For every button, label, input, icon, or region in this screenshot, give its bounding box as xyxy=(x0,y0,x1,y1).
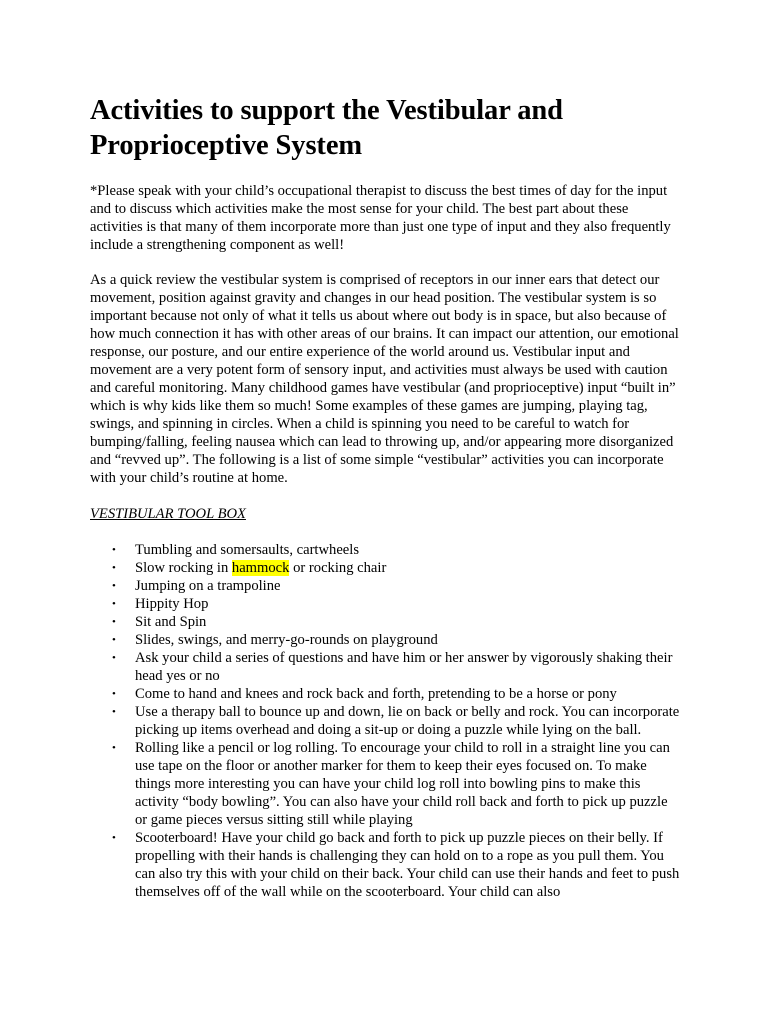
list-item-text: Come to hand and knees and rock back and forth, pretending to be a horse or pony xyxy=(135,686,617,702)
bullet-icon: • xyxy=(112,544,116,556)
document-page xyxy=(90,93,680,901)
review-paragraph: As a quick review the vestibular system is comprised of receptors in our inner ears that detect our movement, position against gravity and changes in our head position. The vestibular system is so important because not only of what it tells us about where out body is in space, but also because of how much connection it has with other areas of our brains. It can impact our attention, our emotional response, our posture, and our entire experience of the world around us. Vestibular input and movement are a very potent form of sensory input, and activities must always be used with caution and careful monitoring. Many childhood games have vestibular (and proprioceptive) input “built in” which is why kids like them so much! Some examples of these games are jumping, playing tag, swings, and spinning in circles. When a child is spinning you need to be careful to watch for bumping/falling, feeling nausea which can lead to throwing up, and/or appearing more disorganized and “revved up”. The following is a list of some simple “vestibular” activities you can incorporate with your child’s routine at home. xyxy=(90,272,679,486)
list-item xyxy=(90,595,680,613)
list-item xyxy=(90,613,680,631)
list-item xyxy=(90,631,680,649)
bullet-icon: • xyxy=(112,742,116,754)
list-item-text: Scooterboard! Have your child go back and forth to pick up puzzle pieces on their belly. If propelling with their hands is challenging they can hold on to a rope as you pull them. You can also try this with your child on their back. Your child can use their hands and feet to push themselves off of the wall while on the scooterboard. Your child can also xyxy=(135,830,680,900)
bullet-icon: • xyxy=(112,580,116,592)
activity-list xyxy=(90,541,680,901)
list-item xyxy=(90,649,680,685)
intro-paragraph: *Please speak with your child’s occupational therapist to discuss the best times of day for the input and to discuss which activities make the most sense for your child. The best part about these activities is that many of them incorporate more than just one type of input and they also frequently include a strengthening component as well! xyxy=(90,183,671,253)
list-item xyxy=(90,577,680,595)
bullet-icon: • xyxy=(112,706,116,718)
list-item-text-after: or rocking chair xyxy=(289,560,387,576)
list-item-text: Rolling like a pencil or log rolling. To encourage your child to roll in a straight line you can use tape on the floor or another marker for them to keep their eyes focused on. To make things more interesting you can have your child log roll into bowling pins to make this activity “body bowling”. You can also have your child roll back and forth to pick up puzzle or game pieces versus sitting still while playing xyxy=(135,740,670,828)
list-item-text: Jumping on a trampoline xyxy=(135,578,281,594)
bullet-icon: • xyxy=(112,688,116,700)
bullet-icon: • xyxy=(112,616,116,628)
document-title: Activities to support the Vestibular and Proprioceptive System xyxy=(90,95,563,161)
bullet-icon: • xyxy=(112,832,116,844)
highlighted-word: hammock xyxy=(231,560,290,576)
list-item xyxy=(90,685,680,703)
list-item xyxy=(90,559,680,577)
list-item xyxy=(90,829,680,901)
bullet-icon: • xyxy=(112,634,116,646)
bullet-icon: • xyxy=(112,652,116,664)
list-item-text: Slides, swings, and merry-go-rounds on playground xyxy=(135,632,438,648)
list-item-text: Use a therapy ball to bounce up and down, lie on back or belly and rock. You can incorporate picking up items overhead and doing a sit-up or doing a puzzle while lying on the ball. xyxy=(135,704,680,738)
bullet-icon: • xyxy=(112,562,116,574)
toolbox-heading: VESTIBULAR TOOL BOX xyxy=(90,506,246,522)
list-item-text: Tumbling and somersaults, cartwheels xyxy=(135,542,360,558)
list-item-text: Ask your child a series of questions and have him or her answer by vigorously shaking their head yes or no xyxy=(135,650,673,684)
list-item xyxy=(90,703,680,739)
bullet-icon: • xyxy=(112,598,116,610)
list-item-text: Hippity Hop xyxy=(135,596,209,612)
list-item-text-before: Slow rocking in xyxy=(135,560,232,576)
list-item xyxy=(90,541,680,559)
list-item-text: Sit and Spin xyxy=(135,614,207,630)
list-item xyxy=(90,739,680,829)
